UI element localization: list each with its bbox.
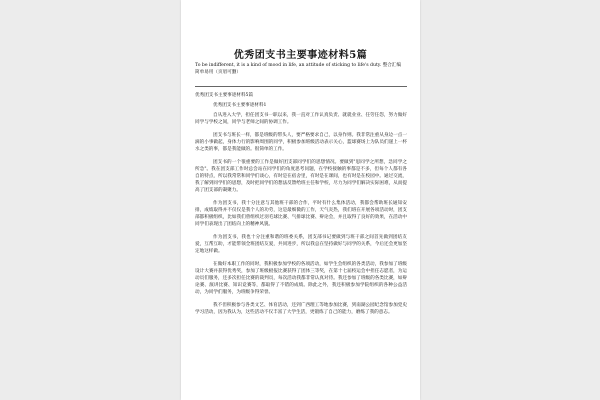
document-body (195, 112, 407, 322)
paragraph: 团支书的一个很重要的工作是做好团支部同学们的思想情况。要做到"思同学之所想，急同学之所急"。我在团支部工作时总会站在同学们的角度思考问题，在学校接触的事都是不多，但每个人都有各自的特点，所以我常常和同学们谈心，有时是在宿舍里，有时是在课间，也有时是在校园中。通过交流，我了解到同学们的思想，及时把同学们的想法反馈给班主任和学校，尽力为同学们解决实际困难，从而提高了团支部的凝聚力。 (195, 160, 407, 193)
divider (195, 86, 407, 87)
paragraph: 自从进入大学，担任团支书一职以来，我一直对工作认真负责、就就业业、任劳任怨，努力做好同学与学校之间，同学与老师之间的协调工作。 (195, 113, 407, 125)
paragraph: 在做好本职工作的同时，我积极参加学校的各项活动，如学生会组织的各类活动，我参加了班级设计大赛并获得优秀奖，参加了班级板报比赛获得了团体三等奖，在第十七届校运会中担任志愿者，为运动员们服务，还多次担任比赛的裁判员，每次活动我都非常认真对待。我还参加了班级的各类比赛，如辩论赛、演讲比赛、知识竞赛等，都取得了不错的成绩。除此之外，我还积极参加学院组织的各种公益活动，为同学们服务，为班级争得荣誉。 (195, 262, 407, 295)
paragraph: 团支书与班长一样，都是班级的带头人，要严格要求自己，以身作则。我非常注重从身边一点一滴的小事做起，身体力行的影响周围的同学，积极参加班级活动表示关心，篮球赛场上为队员们递上一杯水之类的事，都是我能做的。很简单的工作。 (195, 133, 407, 152)
intro-text: To be indifferent, it is a kind of mood in life, an attitude of sticking to life's duty. 整合汇编 简单易用（页眉可删） (195, 63, 406, 75)
document-page (181, 0, 420, 400)
paragraph: 我不但积极参与各类文艺、体育活动，还到广西理工等地参加比赛，到南湖公园纪念馆参加党史学习活动，因为我认为，这些活动不仅丰富了大学生活，更锻炼了自己的能力，磨练了我的意志。 (195, 303, 407, 315)
paragraph: 作为团支书，我也十分注重和谐的班委关系，团支部书记要做到与班干部之间首先做到团结友爱，互帮互助，才能带领全班团结友爱，共同进步，所以我总在坚持做好与同学的关系，今后还会更加坚定地这样做。 (195, 235, 407, 254)
document-title: 优秀团支书主要事迹材料5篇 (233, 50, 368, 61)
article-heading: 优秀团支书主要事迹材料1 (213, 103, 267, 108)
paragraph: 作为团支书，我十分注意与其他班干部的合作，平时有什么集体活动，我都会帮助班长通知安排，成绩取得并不仅仅是我个人的功劳，这是最细微的工作，天气炎热，我们班在开展各项活动时，团支部都积极组织，比如我们曾组织过羽毛球比赛、气排球比赛、辩论会，并且取得了良好的效果，在活动中同学们表现出了团结向上的精神风貌。 (195, 201, 407, 227)
section-heading: 优秀团支书主要事迹材料5篇 (195, 93, 254, 98)
